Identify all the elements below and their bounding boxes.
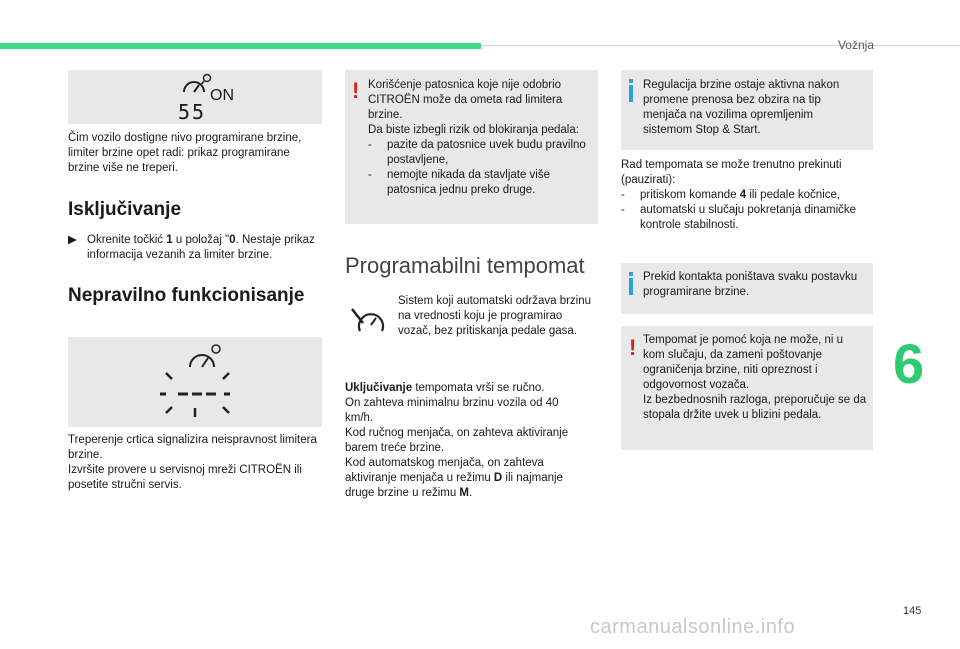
cruise-control-icon — [350, 305, 390, 341]
list-item: pazite da patosnice uvek budu pravilno postavljene, — [387, 139, 586, 166]
info-text: Regulacija brzine ostaje aktivna nakon promene prenosa bez obzira na tip menjača na vozilima opremljenim sistemom Stop & Start. — [643, 79, 840, 136]
info-icon — [629, 278, 633, 295]
heading-switch-off: Isključivanje — [68, 199, 182, 220]
warning-exclamation-icon: ! — [352, 78, 360, 103]
malfunction-signal-text: Treperenje crtica signalizira neispravnost limitera brzine. — [68, 434, 317, 461]
list-dash: - — [621, 189, 625, 201]
list-dash: - — [621, 204, 625, 216]
flashing-dashes-icon — [68, 337, 322, 427]
manual-gearbox-text: Kod ručnog menjača, on zahteva aktiviranje barem treće brzine. — [345, 427, 569, 454]
header-accent-bar — [0, 43, 481, 49]
cruise-intro-text: Sistem koji automatski održava brzinu na vrednosti koju je programirao vozač, bez pritiskanja pedale gasa. — [398, 295, 592, 337]
ignition-info-box — [621, 263, 873, 314]
cruise-warning-box — [621, 326, 873, 450]
header-rule — [481, 45, 960, 46]
warning-exclamation-icon: ! — [629, 335, 637, 360]
list-item: automatski u slučaju pokretanja dinamičke kontrole stabilnosti. — [640, 204, 857, 231]
heading-cruise-control: Programabilni tempomat — [345, 253, 585, 278]
list-item: nemojte nikada da stavljate više patosnica jednu preko druge. — [387, 169, 551, 196]
pause-intro-text: Rad tempomata se može trenutno prekinuti (pauzirati): — [621, 159, 842, 186]
list-dash: - — [368, 139, 372, 151]
info-text: Prekid kontakta poništava svaku postavku programirane brzine. — [643, 271, 858, 298]
warning-text-line: Da biste izbegli rizik od blokiranja pedala: — [368, 124, 579, 136]
watermark: carmanualsonline.info — [590, 616, 796, 638]
automatic-gearbox-text: Kod automatskog menjača, on zahteva aktiviranje menjača u režimu D ili najmanje druge brzine u režimu M. — [345, 457, 563, 499]
speed-limiter-on-illustration — [68, 70, 322, 124]
heading-malfunction: Nepravilno funkcionisanje — [68, 285, 305, 306]
min-speed-text: On zahteva minimalnu brzinu vozila od 40 km/h. — [345, 397, 559, 424]
switch-off-instruction: Okrenite točkić 1 u položaj "0. Nestaje prikaz informacija vezanih za limiter brzine. — [87, 234, 315, 261]
activation-text: Uključivanje tempomata vrši se ručno. — [345, 382, 545, 394]
info-icon — [629, 85, 633, 102]
list-dash: - — [368, 169, 372, 181]
floor-mat-warning-box — [345, 70, 598, 224]
limiter-on-label: ON — [210, 87, 234, 104]
warning-text-line: Iz bezbednosnih razloga, preporučuje se da stopala držite uvek u blizini pedala. — [643, 394, 867, 421]
programmed-speed-digits: 55 — [178, 100, 207, 124]
bullet-marker-icon: ▶ — [68, 234, 77, 246]
list-item: pritiskom komande 4 ili pedale kočnice, — [640, 189, 841, 201]
stop-start-info-box — [621, 70, 873, 150]
limiter-malfunction-illustration — [68, 337, 322, 427]
warning-text-line: Korišćenje patosnica koje nije odobrio CITROËN može da ometa rad limitera brzine. — [368, 79, 563, 121]
section-title: Vožnja — [837, 38, 874, 52]
page-number: 145 — [903, 605, 922, 617]
warning-text-line: Tempomat je pomoć koja ne može, ni u kom slučaju, da zameni poštovanje ograničenja brzine, niti opreznost i odgovornost vozača. — [643, 334, 844, 391]
limiter-resume-text: Čim vozilo dostigne nivo programirane brzine, limiter brzine opet radi: prikaz programirane brzine više ne treperi. — [68, 132, 302, 174]
malfunction-service-text: Izvršite provere u servisnoj mreži CITROËN ili posetite stručni servis. — [68, 464, 302, 491]
chapter-number: 6 — [893, 332, 925, 395]
